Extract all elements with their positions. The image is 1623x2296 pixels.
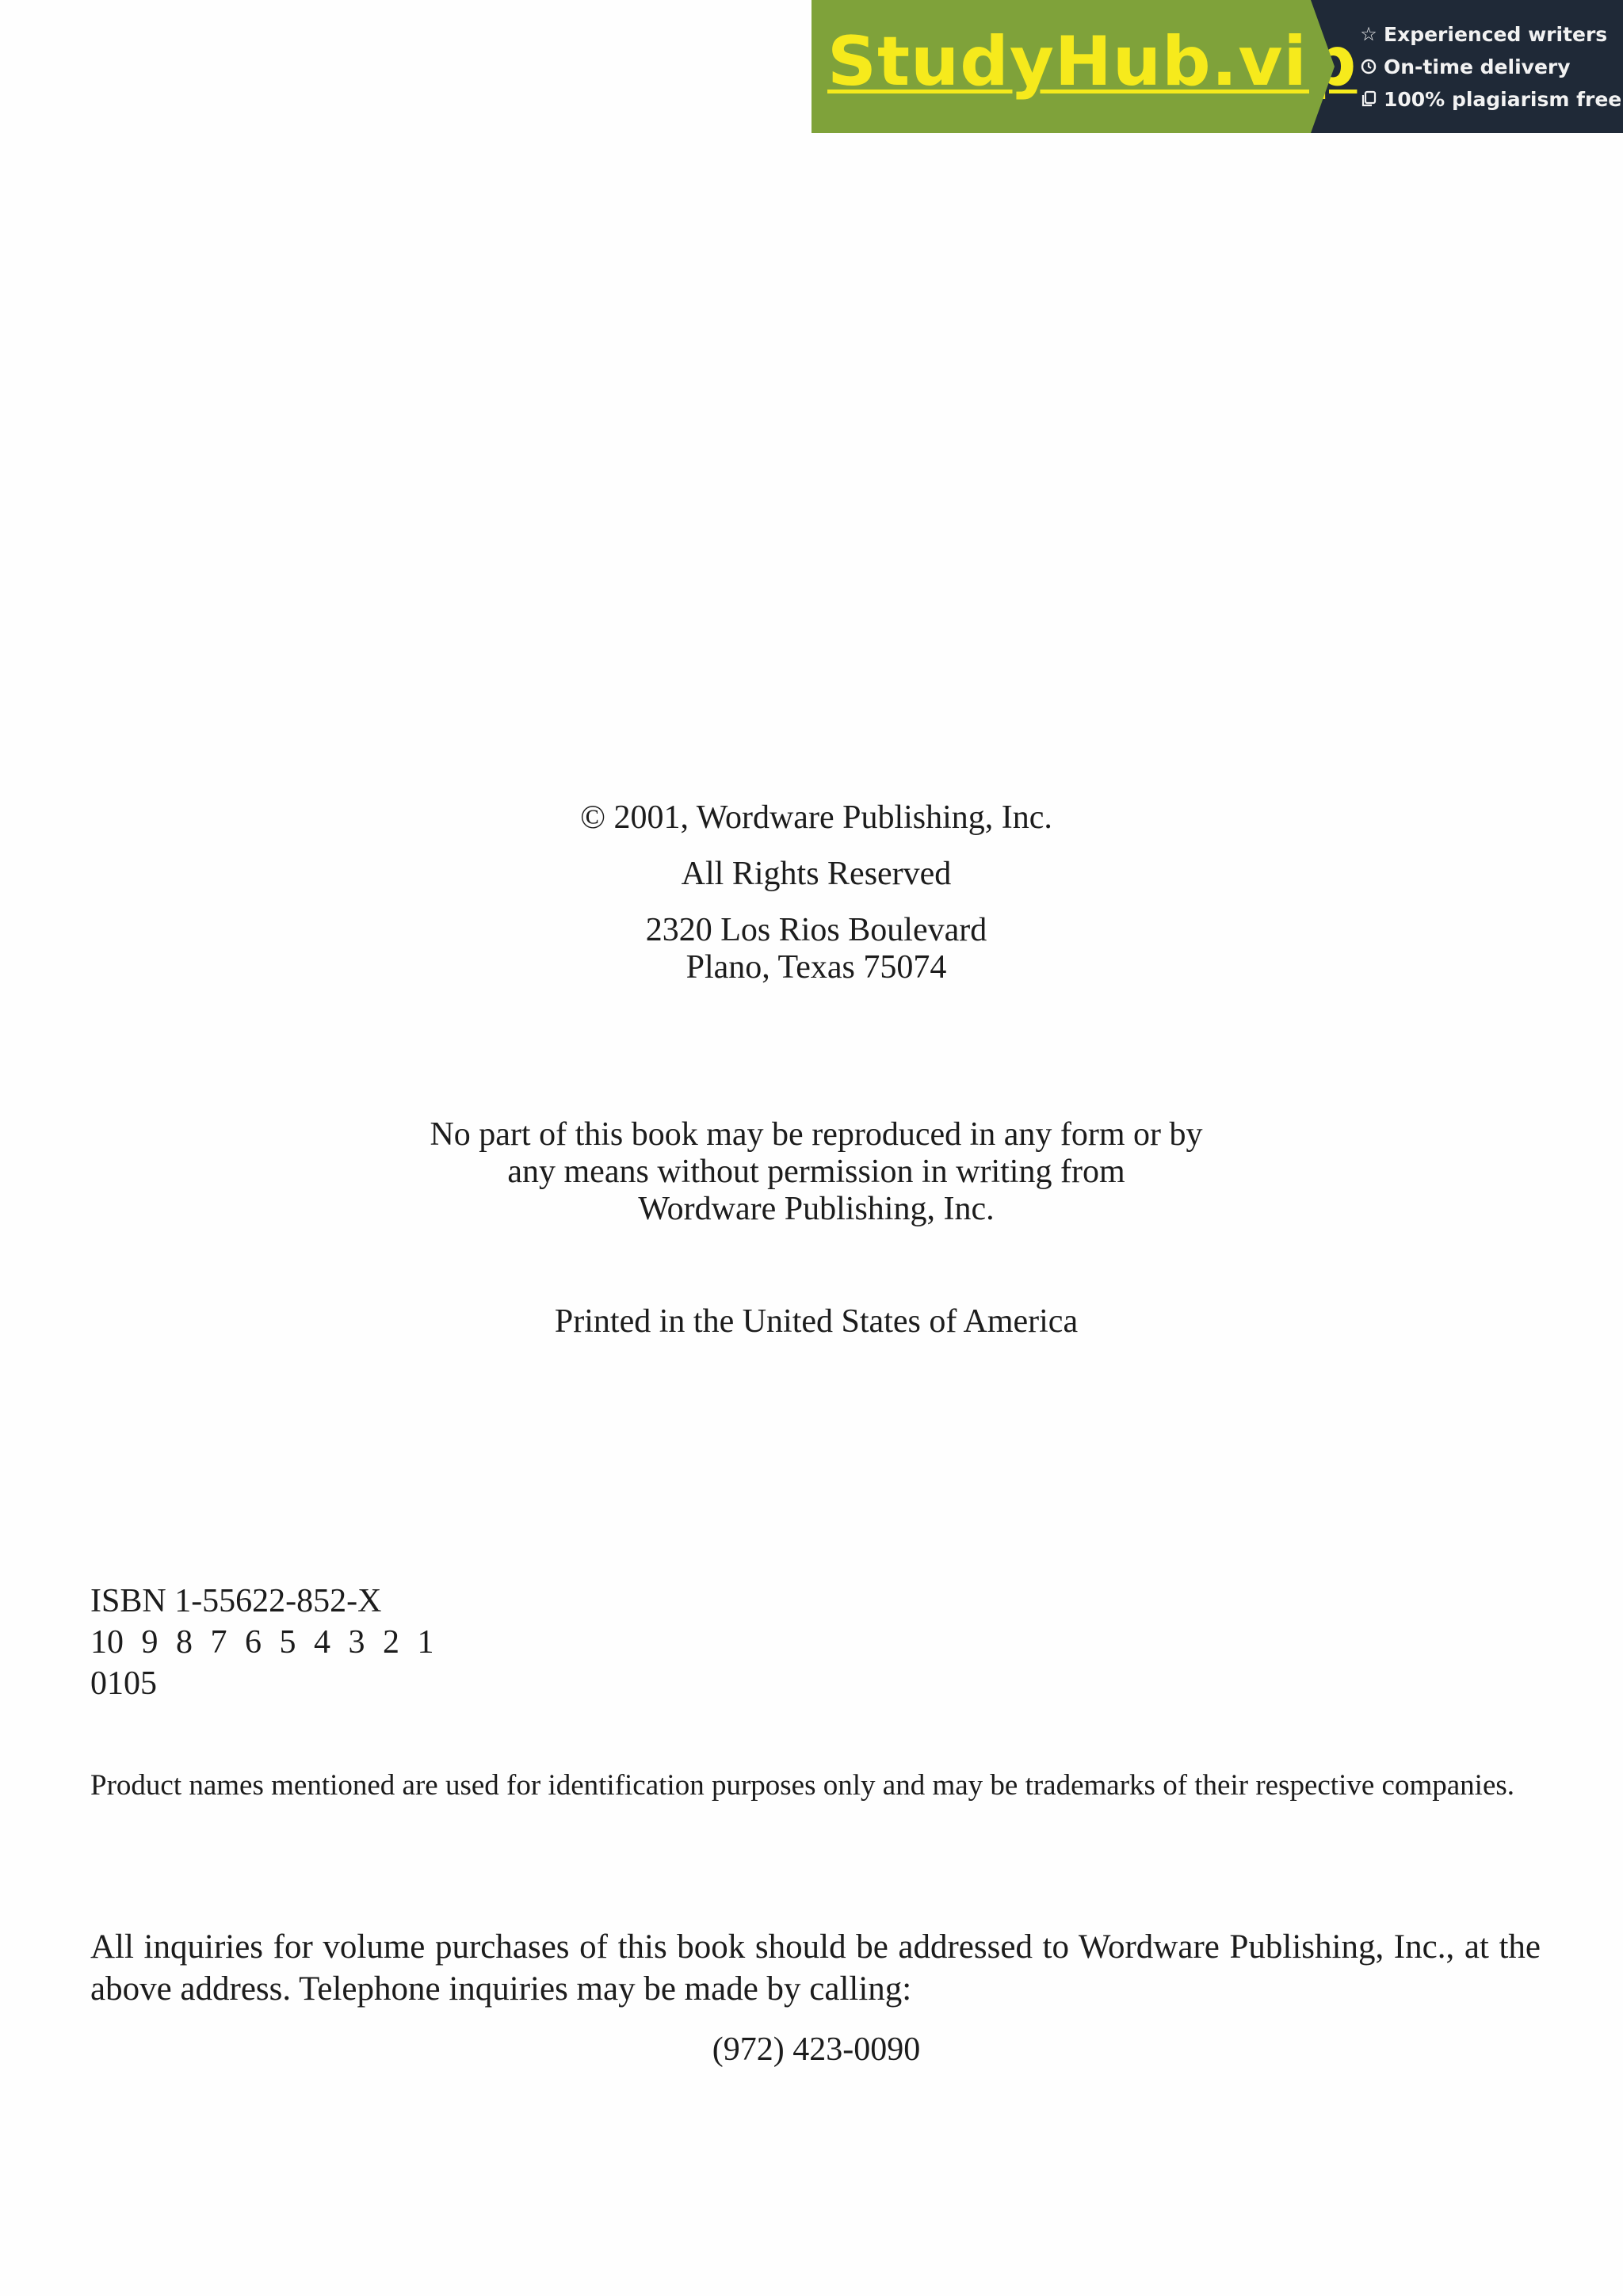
- feature-experienced-writers: [1358, 21, 1623, 48]
- address-line-2: Plano, Texas 75074: [685, 949, 947, 986]
- copy-pages-icon: [1358, 90, 1379, 108]
- rights-reserved: All Rights Reserved: [681, 856, 952, 892]
- promo-banner[interactable]: [812, 0, 1623, 133]
- feature-label: Experienced writers: [1384, 22, 1608, 46]
- feature-on-time-delivery: [1358, 54, 1623, 80]
- reproduction-line-3: Wordware Publishing, Inc.: [638, 1191, 995, 1227]
- brand-logo-text[interactable]: StudyHub.vip: [827, 22, 1358, 101]
- brand-panel[interactable]: [812, 0, 1358, 133]
- address-line-1: 2320 Los Rios Boulevard: [645, 912, 987, 948]
- reproduction-line-2: any means without permission in writing from: [507, 1154, 1125, 1190]
- printed-in: Printed in the United States of America: [554, 1303, 1079, 1340]
- phone-number: (972) 423-0090: [712, 2031, 921, 2068]
- edition-code: 0105: [90, 1665, 157, 1702]
- print-line: 10 9 8 7 6 5 4 3 2 1: [90, 1624, 434, 1661]
- isbn-number: ISBN 1-55622-852-X: [90, 1583, 382, 1619]
- feature-label: 100% plagiarism free: [1384, 87, 1622, 111]
- star-outline-icon: ☆: [1360, 22, 1377, 45]
- trademark-notice: Product names mentioned are used for identification purposes only and may be trademarks of their respective companies.: [90, 1769, 1515, 1802]
- features-panel: [1311, 0, 1623, 133]
- feature-plagiarism-free: [1358, 86, 1623, 113]
- inquiries-text: All inquiries for volume purchases of this book should be addressed to Wordware Publishing, Inc., at the above address. Telephone inquiries may be made by calling:: [90, 1928, 1541, 2008]
- isbn-block: [90, 1581, 434, 1704]
- copyright-notice: © 2001, Wordware Publishing, Inc.: [580, 799, 1052, 836]
- reproduction-line-1: No part of this book may be reproduced in any form or by: [430, 1116, 1203, 1153]
- clock-icon: [1358, 59, 1379, 74]
- feature-label: On-time delivery: [1384, 55, 1571, 78]
